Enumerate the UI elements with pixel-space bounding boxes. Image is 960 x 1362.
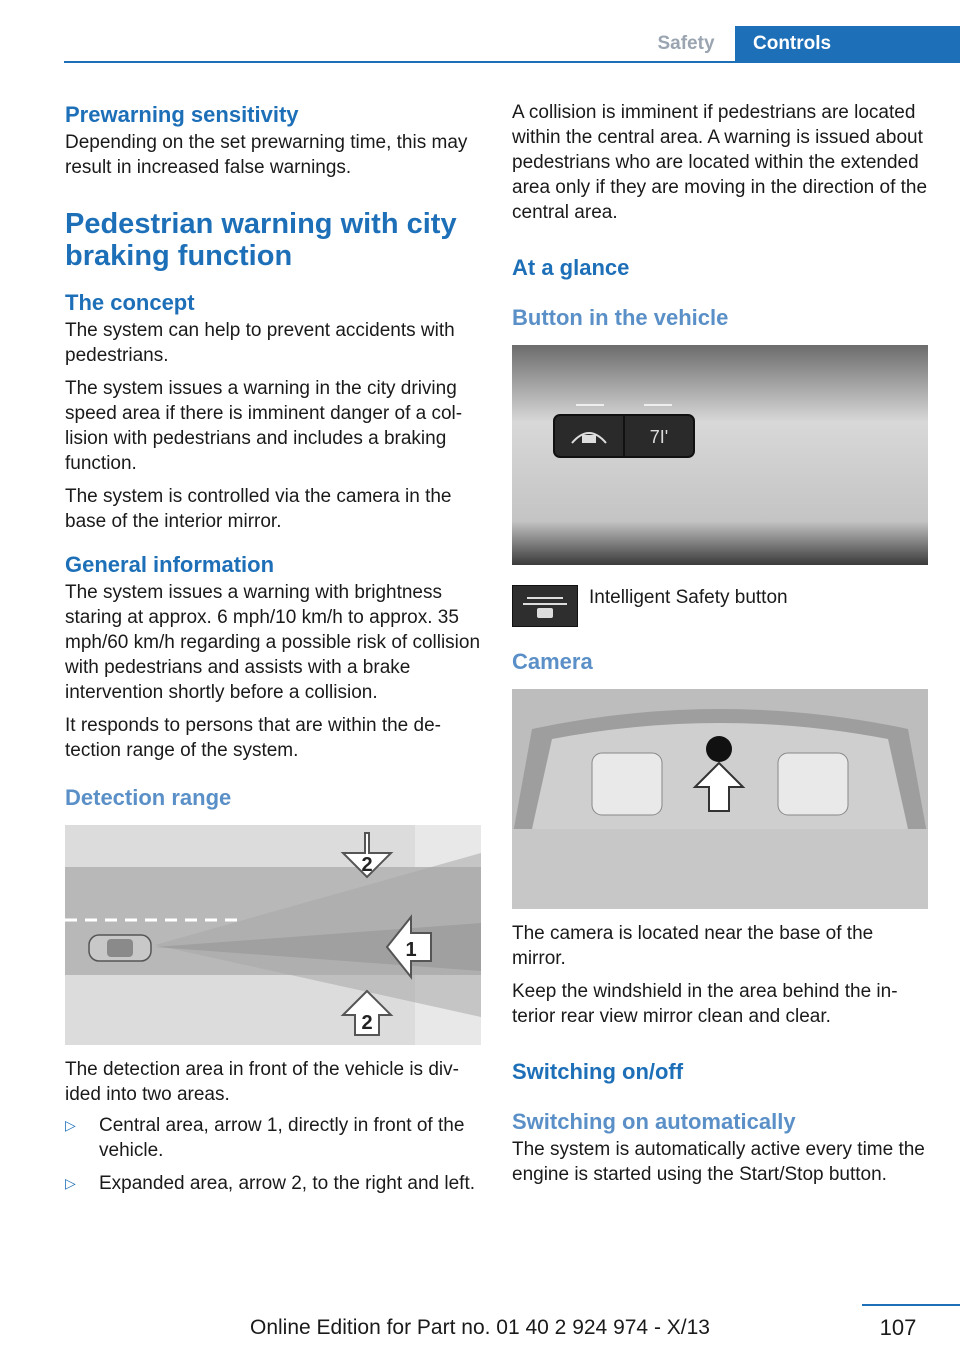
general-info-paragraph-2: It responds to persons that are within the detection range of the system. <box>65 715 441 761</box>
section-title: Pedestrian warning with city braking function <box>65 208 457 272</box>
header-tabs <box>637 26 960 62</box>
camera-photo <box>512 689 928 909</box>
bullet-text: Central area, arrow 1, directly in front of the vehicle. <box>99 1115 465 1161</box>
switching-auto-text: The system is automatically active every time the engine is started using the Start/Stop button. <box>512 1139 925 1185</box>
switching-auto-heading: Switching on automatically <box>512 1109 796 1134</box>
header-rule <box>64 61 960 63</box>
right-column <box>512 100 928 1187</box>
concept-heading: The concept <box>65 290 195 315</box>
general-info-paragraph-1: The system issues a warning with brightness staring at approx. 6 mph/10 km/h to approx. 35 mph/60 km/h regarding a possible risk of collision with pedestrians and assists with a brake intervention shortly before a collision. <box>65 582 481 703</box>
detection-range-diagram <box>65 825 481 1045</box>
edition-line: Online Edition for Part no. 01 40 2 924 974 - X/13 <box>250 1316 710 1339</box>
page-number: 107 <box>879 1315 917 1340</box>
prewarning-heading: Prewarning sensitivity <box>65 102 299 127</box>
intelligent-safety-icon <box>512 585 578 627</box>
tab-controls[interactable]: Controls <box>735 26 960 62</box>
arrow-label-top: 2 <box>361 854 373 876</box>
list-item <box>65 1113 481 1163</box>
camera-photo-image <box>512 689 928 909</box>
detection-text: The detection area in front of the vehicle is divided into two areas. <box>65 1059 459 1105</box>
svg-text:7I': 7I' <box>649 427 669 447</box>
concept-paragraph-1: The system can help to prevent accidents with pedestrians. <box>65 320 455 366</box>
triangle-bullet-icon: ▷ <box>65 1117 76 1133</box>
triangle-bullet-icon: ▷ <box>65 1175 76 1191</box>
arrow-label-middle: 1 <box>405 939 417 961</box>
footer-rule <box>862 1304 960 1306</box>
concept-paragraph-2: The system issues a warning in the city driving speed area if there is imminent danger of a collision with pedestrians and includes a braking function. <box>65 378 463 474</box>
list-item <box>65 1171 481 1196</box>
camera-paragraph-1: The camera is located near the base of the mirror. <box>512 923 874 969</box>
left-column <box>65 100 481 1196</box>
camera-paragraph-2: Keep the windshield in the area behind the interior rear view mirror clean and clear. <box>512 981 898 1027</box>
switching-heading: Switching on/off <box>512 1059 684 1084</box>
bullet-text: Expanded area, arrow 2, to the right and left. <box>99 1173 476 1194</box>
button-legend <box>512 585 928 627</box>
detection-range-figure <box>65 825 481 1045</box>
button-photo <box>512 345 928 565</box>
collision-text: A collision is imminent if pedestrians are located within the central area. A warning is issued about pedestrians who are located within the extended area only if they are moving in the direction of the central area. <box>512 102 928 223</box>
button-caption: Intelligent Safety button <box>589 587 788 608</box>
detection-range-heading: Detection range <box>65 785 232 810</box>
prewarning-text: Depending on the set prewarning time, this may result in increased false warnings. <box>65 132 468 178</box>
at-a-glance-heading: At a glance <box>512 255 630 280</box>
arrow-label-bottom: 2 <box>361 1012 373 1034</box>
general-info-heading: General information <box>65 552 275 577</box>
camera-heading: Camera <box>512 649 593 674</box>
button-photo-image <box>512 345 928 565</box>
button-heading: Button in the vehicle <box>512 305 729 330</box>
concept-paragraph-3: The system is controlled via the camera in the base of the interior mirror. <box>65 486 452 532</box>
tab-safety[interactable]: Safety <box>657 33 715 54</box>
